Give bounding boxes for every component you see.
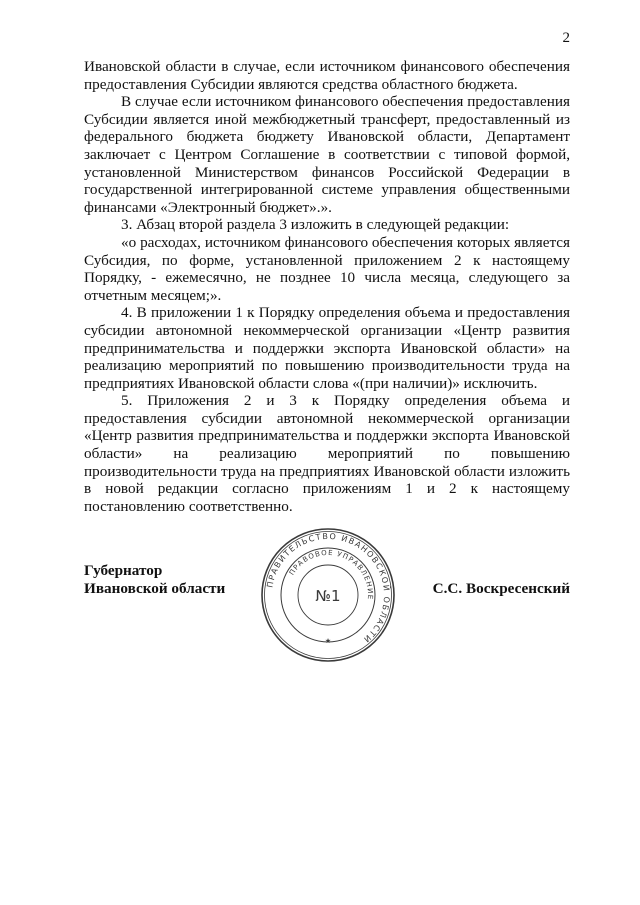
paragraph-item-3: 3. Абзац второй раздела 3 изложить в следующей редакции: <box>121 216 510 234</box>
seal-outer-text: ПРАВИТЕЛЬСТВО ИВАНОВСКОЙ ОБЛАСТИ <box>265 531 392 645</box>
signatory-name: С.С. Воскресенский <box>432 580 570 597</box>
paragraph-transfer-case: В случае если источником финансового обеспечения предоставления Субсидии является иной межбюджетный трансферт, предоставленный из федерального бюджета бюджету Ивановской области, Департамент заключает с Центром Соглашение в соответствии с типовой формой, установленной Министерством финансов Российской Федерации в государственной интегрированной системе управления общественными финансами «Электронный бюджет».». <box>84 93 570 216</box>
paragraph-item-5: 5. Приложения 2 и 3 к Порядку определения объема и предоставления субсидии автономной некоммерческой организации «Центр развития предпринимательства и поддержки экспорта Ивановской области» на реализацию мероприятий по повышению производительности труда на предприятиях Ивановской области изложить в новой редакции согласно приложениям 1 и 2 к настоящему постановлению соответственно. <box>84 392 570 515</box>
official-seal <box>258 525 398 665</box>
paragraph-item-4: 4. В приложении 1 к Порядку определения объема и предоставления субсидии автономной некоммерческой организации «Центр развития предпринимательства и поддержки экспорта Ивановской области» на реализацию мероприятий по повышению производительности труда на предприятиях Ивановской области слова «(при наличии)» исключить. <box>84 304 570 392</box>
seal-number: №1 <box>315 587 341 605</box>
signatory-title-line2: Ивановской области <box>84 580 226 597</box>
page-number: 2 <box>562 30 570 46</box>
document-body <box>84 58 570 515</box>
seal-star-icon: ★ <box>324 637 332 645</box>
signatory-title-line1: Губернатор <box>84 562 163 579</box>
paragraph-item-3-quote: «о расходах, источником финансового обеспечения которых является Субсидия, по форме, установленной приложением 2 к настоящему Порядку, - ежемесячно, не позднее 10 числа месяца, следующего за отчетным месяцем;». <box>84 233 570 304</box>
paragraph-continuation: Ивановской области в случае, если источником финансового обеспечения предоставления Субсидии являются средства областного бюджета. <box>84 58 570 93</box>
seal-inner-text: ПРАВОВОЕ УПРАВЛЕНИЕ <box>287 548 375 601</box>
